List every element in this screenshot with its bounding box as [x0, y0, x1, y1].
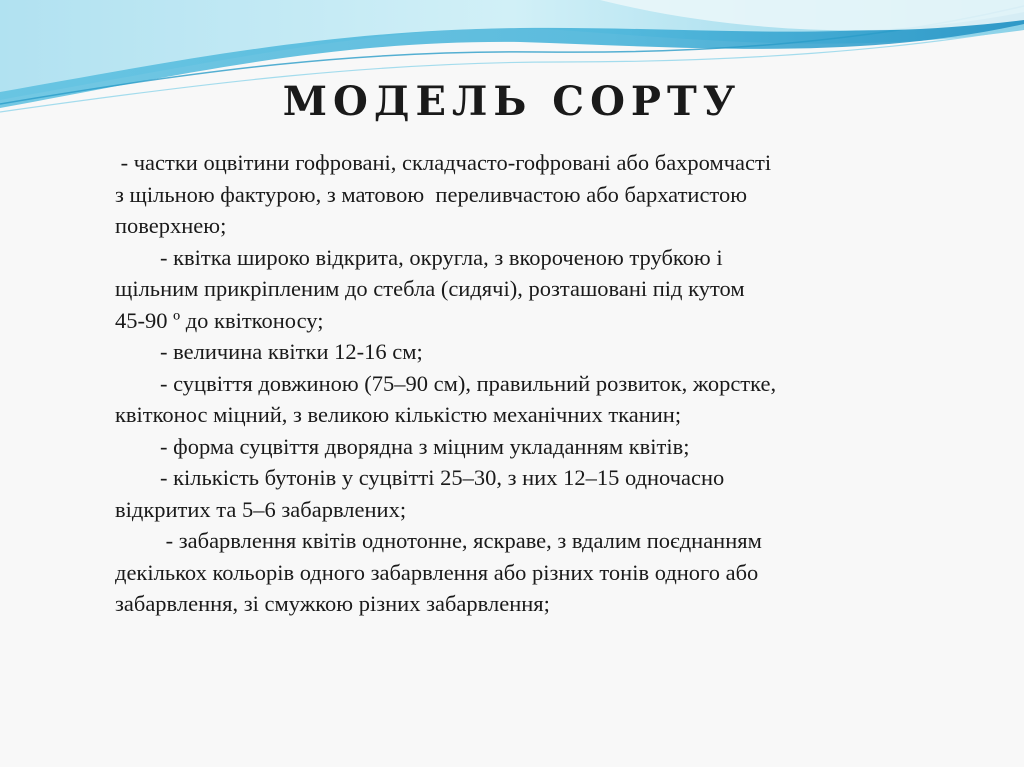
slide-title: МОДЕЛЬ СОРТУ [282, 78, 742, 125]
body-line: - величина квітки 12-16 см; [115, 339, 423, 364]
body-line: - забарвлення квітів однотонне, яскраве, з вдалим поєднанням [115, 528, 762, 553]
body-line: поверхнею; [115, 213, 227, 238]
slide-body [115, 147, 915, 620]
body-line: відкритих та 5–6 забарвлених; [115, 496, 407, 522]
body-line: забарвлення, зі смужкою різних забарвлення; [115, 591, 550, 616]
body-line: 45-90 º до квітконосу; [115, 307, 324, 333]
body-line: - суцвіття довжиною (75–90 см), правильний розвиток, жорстке, [115, 370, 777, 396]
body-line: - кількість бутонів у суцвітті 25–30, з них 12–15 одночасно [115, 465, 725, 490]
body-line: - форма суцвіття дворядна з міцним укладанням квітів; [115, 433, 690, 459]
body-line: квітконос міцний, з великою кількістю механічних тканин; [115, 402, 682, 427]
body-line: - квітка широко відкрита, округла, з вкороченою трубкою і [115, 244, 723, 270]
body-line: декількох кольорів одного забарвлення або різних тонів одного або [115, 559, 759, 585]
body-line: з щільною фактурою, з матовою переливчастою або бархатистою [115, 181, 748, 207]
body-line: щільним прикріпленим до стебла (сидячі), розташовані під кутом [115, 276, 745, 301]
body-line: - частки оцвітини гофровані, складчасто-гофровані або бахромчасті [115, 150, 772, 175]
